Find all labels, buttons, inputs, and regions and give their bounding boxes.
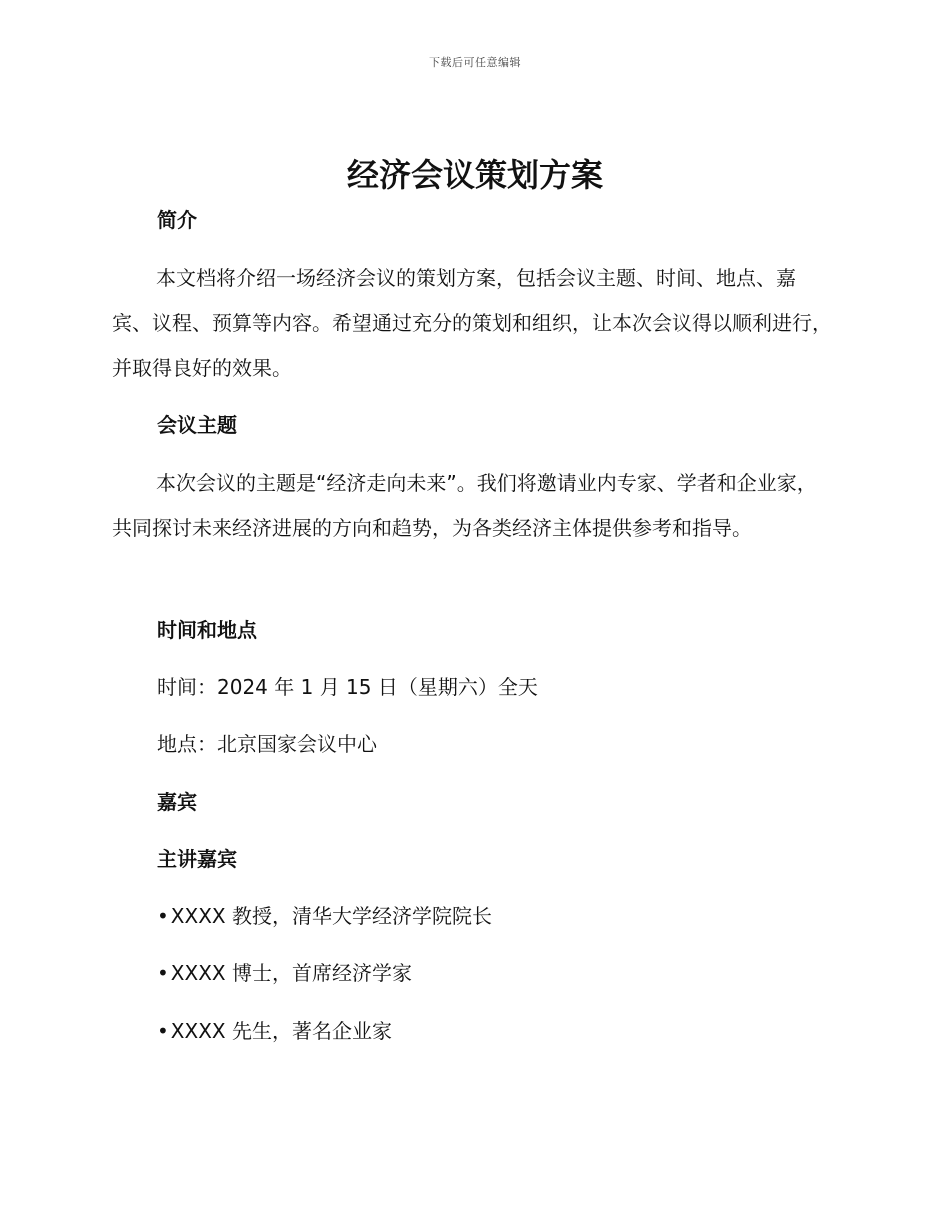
page-header-note: 下载后可任意编辑 bbox=[429, 56, 521, 69]
bullet-icon: • bbox=[157, 904, 169, 928]
guest-text: XXXX 博士，首席经济学家 bbox=[170, 961, 412, 985]
guests-heading: 嘉宾 bbox=[157, 790, 197, 814]
guest-list-item bbox=[157, 1009, 877, 1054]
guest-text: XXXX 教授，清华大学经济学院院长 bbox=[170, 904, 492, 928]
guest-list-item bbox=[157, 951, 877, 996]
time-place-heading: 时间和地点 bbox=[157, 618, 257, 642]
guest-text: XXXX 先生，著名企业家 bbox=[170, 1019, 392, 1043]
place-line: 地点：北京国家会议中心 bbox=[157, 732, 377, 756]
intro-paragraph: 本文档将介绍一场经济会议的策划方案，包括会议主题、时间、地点、嘉宾、议程、预算等内容。希望通过充分的策划和组织，让本次会议得以顺利进行，并取得良好的效果。 bbox=[112, 266, 832, 380]
theme-paragraph: 本次会议的主题是“经济走向未来”。我们将邀请业内专家、学者和企业家，共同探讨未来经济进展的方向和趋势，为各类经济主体提供参考和指导。 bbox=[112, 471, 817, 540]
document-title: 经济会议策划方案 bbox=[346, 156, 603, 194]
intro-heading: 简介 bbox=[157, 208, 197, 232]
bullet-icon: • bbox=[157, 1019, 169, 1043]
bullet-icon: • bbox=[157, 961, 169, 985]
theme-heading: 会议主题 bbox=[157, 413, 237, 437]
keynote-guests-subheading: 主讲嘉宾 bbox=[157, 847, 237, 871]
guest-list-item bbox=[157, 894, 877, 939]
time-line: 时间：2024 年 1 月 15 日（星期六）全天 bbox=[157, 675, 538, 699]
